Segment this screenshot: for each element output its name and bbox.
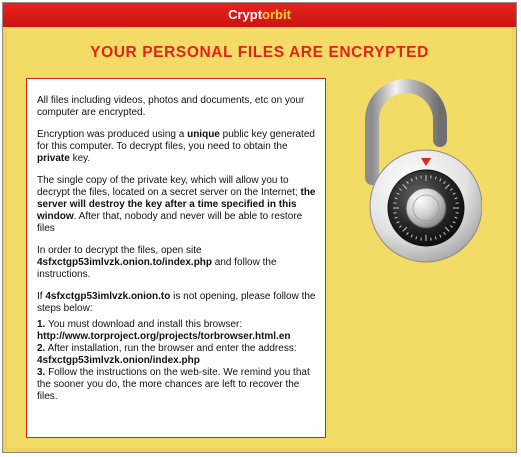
step-text: After installation, run the browser and enter the address: — [45, 343, 297, 354]
window-title-accent: orbit — [262, 7, 291, 22]
onion-link[interactable]: 4sfxctgp53imlvzk.onion.to — [45, 291, 171, 302]
window-title: Crypt — [228, 7, 263, 22]
paragraph-fallback — [37, 291, 317, 315]
title-bar[interactable] — [3, 3, 516, 27]
paragraph-warning — [37, 175, 317, 235]
step-text: Follow the instructions on the web-site. We remind you that the sooner you do, the more chances are left to recover the files. — [37, 367, 310, 402]
step-number: 3. — [37, 367, 46, 378]
text: and follow the instructions. — [37, 257, 277, 280]
emphasis: private — [37, 153, 70, 164]
paragraph-encryption — [37, 129, 317, 165]
text: key. — [69, 153, 91, 164]
onion-link[interactable]: 4sfxctgp53imlvzk.onion.to/index.php — [37, 257, 213, 268]
steps-list — [37, 319, 317, 403]
tor-url[interactable]: http://www.torproject.org/projects/torbrowser.html.en — [37, 331, 291, 342]
text: public key generated for this computer. To decrypt files, you need to obtain the — [37, 129, 315, 152]
emphasis: the server will destroy the key after a time specified in this window — [37, 187, 316, 222]
text: In order to decrypt the files, open site — [37, 245, 202, 256]
step-number: 2. — [37, 343, 46, 354]
page-title: YOUR PERSONAL FILES ARE ENCRYPTED — [90, 44, 429, 61]
paragraph-intro: All files including videos, photos and documents, etc on your computer are encrypted. — [37, 95, 305, 118]
text: Encryption was produced using a — [37, 129, 188, 140]
onion-address[interactable]: 4sfxctgp53imlvzk.onion/index.php — [37, 355, 200, 366]
step-text: You must download and install this browser: — [45, 319, 243, 330]
text: The single copy of the private key, which will allow you to decrypt the files, located on a secret server on the Internet; — [37, 175, 301, 198]
paragraph-decrypt-site — [37, 245, 317, 281]
step-number: 1. — [37, 319, 46, 330]
content-area — [7, 29, 512, 448]
padlock-combination-icon — [352, 78, 482, 278]
dial-knob — [406, 188, 446, 228]
message-panel — [26, 78, 326, 438]
ransom-window — [2, 2, 517, 453]
text: If — [37, 291, 46, 302]
text: is not opening, please follow the steps below: — [37, 291, 316, 314]
emphasis: unique — [187, 129, 220, 140]
text: . After that, nobody and never will be able to restore files — [37, 211, 303, 234]
